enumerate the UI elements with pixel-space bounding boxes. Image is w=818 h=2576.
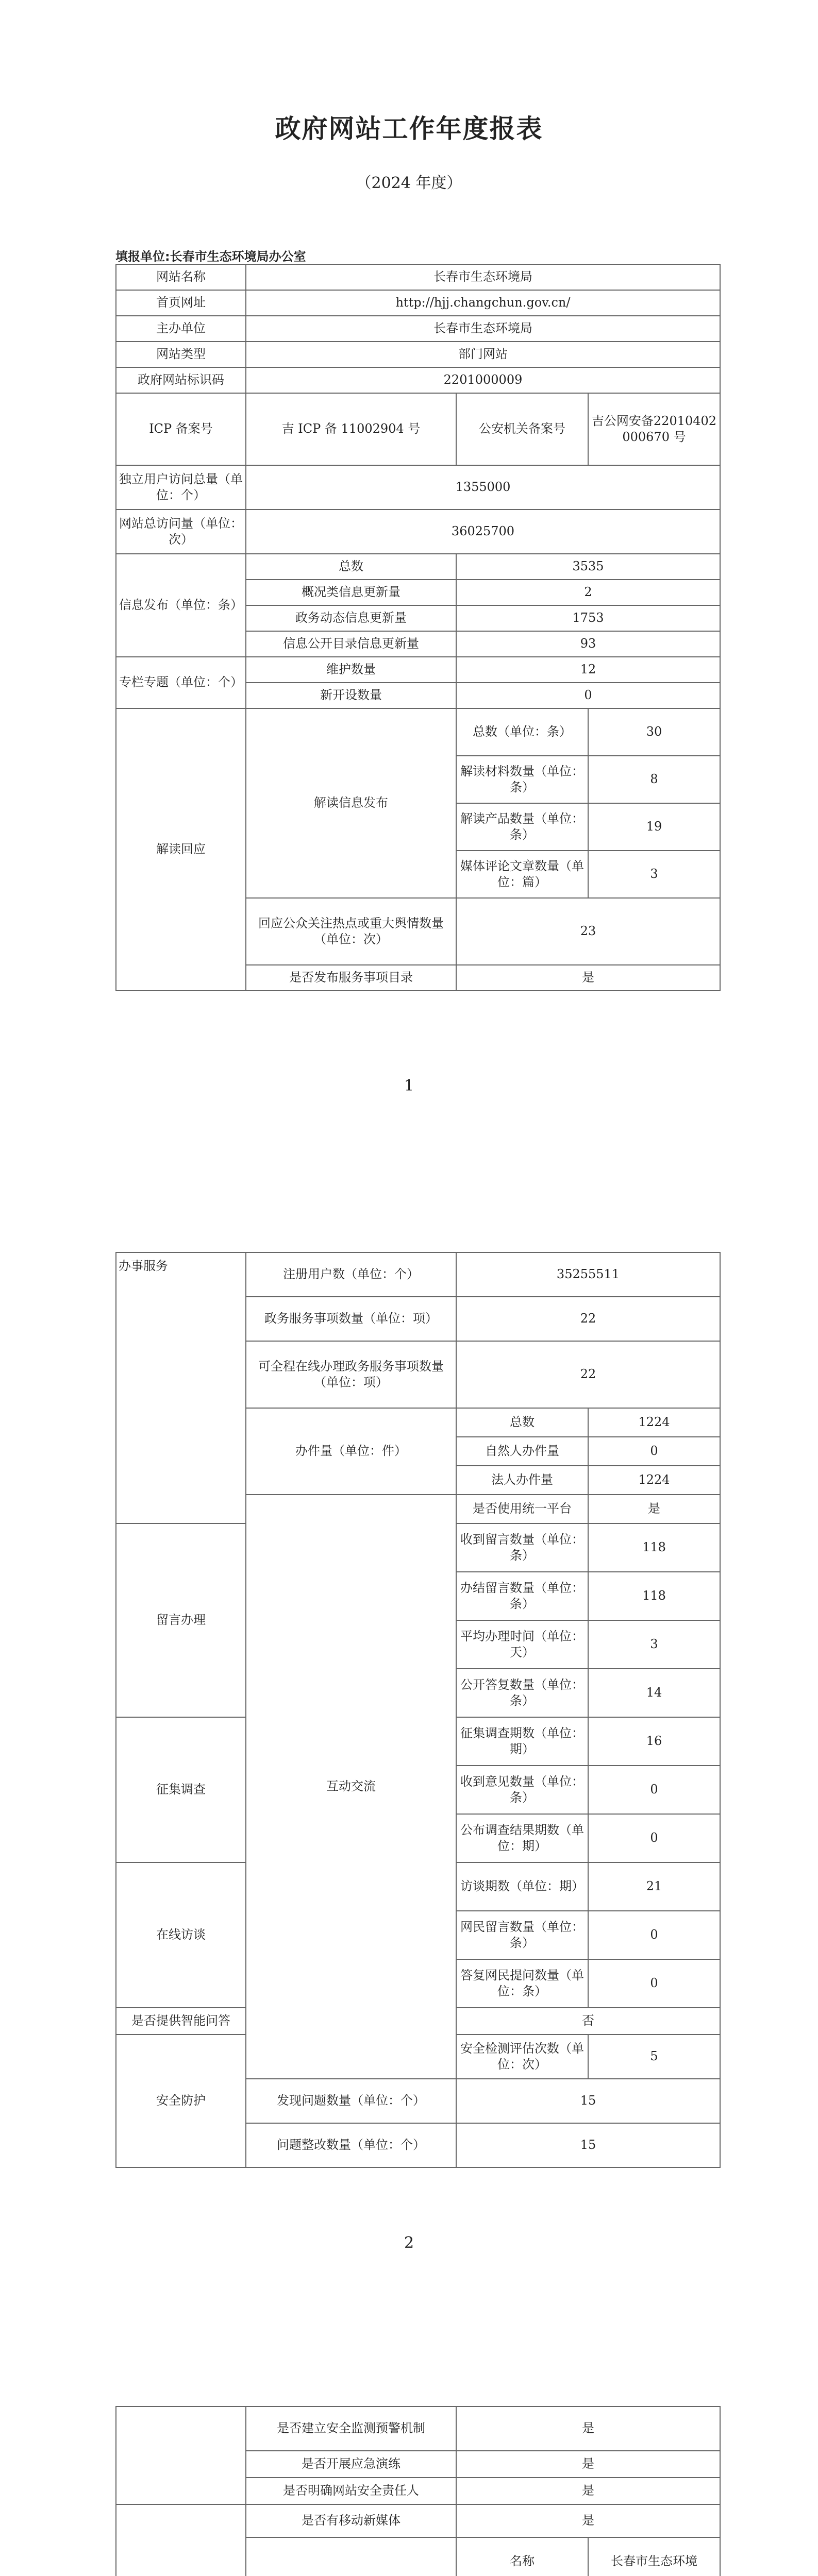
- value-cases-person: 0: [588, 1437, 720, 1466]
- label-info: 信息发布（单位：条）: [116, 554, 246, 657]
- value-smart: 否: [456, 2008, 720, 2035]
- value-site-name: 长春市生态环境局: [246, 264, 720, 290]
- label-sec-found: 发现问题数量（单位：个）: [246, 2079, 456, 2123]
- value-info-public: 93: [456, 631, 720, 657]
- label-column: 专栏专题（单位：个）: [116, 657, 246, 708]
- label-visits: 网站总访问量（单位：次）: [116, 510, 246, 554]
- report-year: （2024 年度）: [356, 174, 462, 192]
- label-site-name: 网站名称: [116, 264, 246, 290]
- label-talk-count: 访谈期数（单位：期）: [456, 1862, 588, 1911]
- label-survey-count: 征集调查期数（单位：期）: [456, 1717, 588, 1766]
- label-info-public: 信息公开目录信息更新量: [246, 631, 456, 657]
- label-interp-total: 总数（单位：条）: [456, 708, 588, 756]
- value-users: 35255511: [456, 1252, 720, 1297]
- table-page-2: [115, 1252, 721, 2168]
- value-site-id: 2201000009: [246, 367, 720, 393]
- label-info-total: 总数: [246, 554, 456, 580]
- value-icp: 吉 ICP 备 11002904 号: [246, 393, 456, 465]
- value-sec-found: 15: [456, 2079, 720, 2123]
- label-has-media: 是否有移动新媒体: [246, 2504, 456, 2537]
- value-msg-done: 118: [588, 1572, 720, 1620]
- label-icp: ICP 备案号: [116, 393, 246, 465]
- value-host: 长春市生态环境局: [246, 316, 720, 342]
- page-number-2: 2: [404, 2234, 414, 2252]
- value-info-overview: 2: [456, 580, 720, 605]
- label-sec-fixed: 问题整改数量（单位：个）: [246, 2123, 456, 2167]
- value-drill: 是: [456, 2451, 720, 2478]
- value-service-dir: 是: [456, 965, 720, 991]
- label-items: 政务服务事项数量（单位：项）: [246, 1297, 456, 1341]
- label-interp-release: 解读信息发布: [246, 708, 456, 898]
- table-page-3: [115, 2406, 721, 2576]
- value-survey-count: 16: [588, 1717, 720, 1766]
- label-weibo: [246, 2537, 456, 2576]
- value-site-type: 部门网站: [246, 342, 720, 367]
- value-visits: 36025700: [246, 510, 720, 554]
- value-msg-received: 118: [588, 1523, 720, 1572]
- label-drill: 是否开展应急演练: [246, 2451, 456, 2478]
- value-sec-check: 5: [588, 2035, 720, 2079]
- label-interp-media: 媒体评论文章数量（单位：篇）: [456, 851, 588, 898]
- label-homepage: 首页网址: [116, 290, 246, 316]
- value-talk-count: 21: [588, 1862, 720, 1911]
- value-info-dynamic: 1753: [456, 605, 720, 631]
- value-police: 吉公网安备22010402000670 号: [588, 393, 720, 465]
- value-owner: 是: [456, 2478, 720, 2504]
- label-interp-product: 解读产品数量（单位：条）: [456, 803, 588, 851]
- label-interact: 互动交流: [246, 1495, 456, 2079]
- value-online: 22: [456, 1341, 720, 1408]
- page-number-1: 1: [404, 1077, 414, 1095]
- value-talk-reply: 0: [588, 1959, 720, 2008]
- value-monitor: 是: [456, 2406, 720, 2451]
- filler-unit: 填报单位:长春市生态环境局办公室: [115, 249, 306, 264]
- label-smart: 是否提供智能问答: [116, 2008, 246, 2035]
- label-msg-public: 公开答复数量（单位：条）: [456, 1669, 588, 1717]
- value-items: 22: [456, 1297, 720, 1341]
- label-cases: 办件量（单位：件）: [246, 1408, 456, 1495]
- label-users: 注册用户数（单位：个）: [246, 1252, 456, 1297]
- value-visitors: 1355000: [246, 465, 720, 510]
- label-unified: 是否使用统一平台: [456, 1495, 588, 1523]
- value-info-total: 3535: [456, 554, 720, 580]
- label-talk: 在线访谈: [116, 1862, 246, 2008]
- label-interp-material: 解读材料数量（单位：条）: [456, 756, 588, 803]
- value-interp-product: 19: [588, 803, 720, 851]
- value-talk-msg: 0: [588, 1911, 720, 1959]
- value-column-maintain: 12: [456, 657, 720, 683]
- value-has-media: 是: [456, 2504, 720, 2537]
- label-online: 可全程在线办理政务服务事项数量（单位：项）: [246, 1341, 456, 1408]
- label-info-overview: 概况类信息更新量: [246, 580, 456, 605]
- label-cases-legal: 法人办件量: [456, 1466, 588, 1495]
- value-interp-material: 8: [588, 756, 720, 803]
- label-column-maintain: 维护数量: [246, 657, 456, 683]
- value-homepage: http://hjj.changchun.gov.cn/: [246, 290, 720, 316]
- value-msg-days: 3: [588, 1620, 720, 1669]
- label-service-dir: 是否发布服务事项目录: [246, 965, 456, 991]
- label-owner: 是否明确网站安全责任人: [246, 2478, 456, 2504]
- label-info-dynamic: 政务动态信息更新量: [246, 605, 456, 631]
- label-sec-check: 安全检测评估次数（单位：次）: [456, 2035, 588, 2079]
- label-msg-received: 收到留言数量（单位：条）: [456, 1523, 588, 1572]
- label-talk-reply: 答复网民提问数量（单位：条）: [456, 1959, 588, 2008]
- value-unified: 是: [588, 1495, 720, 1523]
- label-weibo-name: 名称: [456, 2537, 588, 2576]
- value-weibo-name: 长春市生态环境: [588, 2537, 720, 2576]
- label-cases-total: 总数: [456, 1408, 588, 1437]
- value-interp-total: 30: [588, 708, 720, 756]
- value-survey-result: 0: [588, 1814, 720, 1862]
- label-visitors: 独立用户访问总量（单位：个）: [116, 465, 246, 510]
- label-msg: 留言办理: [116, 1523, 246, 1717]
- label-msg-done: 办结留言数量（单位：条）: [456, 1572, 588, 1620]
- label-office: 办事服务: [116, 1252, 246, 1523]
- value-msg-public: 14: [588, 1669, 720, 1717]
- label-interpretation: 解读回应: [116, 708, 246, 991]
- label-talk-msg: 网民留言数量（单位：条）: [456, 1911, 588, 1959]
- label-hot: 回应公众关注热点或重大舆情数量（单位：次）: [246, 898, 456, 965]
- label-msg-days: 平均办理时间（单位：天）: [456, 1620, 588, 1669]
- label-host: 主办单位: [116, 316, 246, 342]
- value-survey-opinion: 0: [588, 1766, 720, 1814]
- label-column-new: 新开设数量: [246, 683, 456, 708]
- value-interp-media: 3: [588, 851, 720, 898]
- label-site-type: 网站类型: [116, 342, 246, 367]
- label-media: [116, 2504, 246, 2576]
- label-survey: 征集调查: [116, 1717, 246, 1862]
- value-hot: 23: [456, 898, 720, 965]
- value-sec-fixed: 15: [456, 2123, 720, 2167]
- label-survey-result: 公布调查结果期数（单位：期）: [456, 1814, 588, 1862]
- label-site-id: 政府网站标识码: [116, 367, 246, 393]
- label-survey-opinion: 收到意见数量（单位：条）: [456, 1766, 588, 1814]
- report-title: 政府网站工作年度报表: [275, 114, 543, 144]
- label-monitor: 是否建立安全监测预警机制: [246, 2406, 456, 2451]
- value-column-new: 0: [456, 683, 720, 708]
- label-security: 安全防护: [116, 2035, 246, 2167]
- value-cases-total: 1224: [588, 1408, 720, 1437]
- value-cases-legal: 1224: [588, 1466, 720, 1495]
- table-page-1: [115, 264, 721, 991]
- label-police: 公安机关备案号: [456, 393, 588, 465]
- label-cases-person: 自然人办件量: [456, 1437, 588, 1466]
